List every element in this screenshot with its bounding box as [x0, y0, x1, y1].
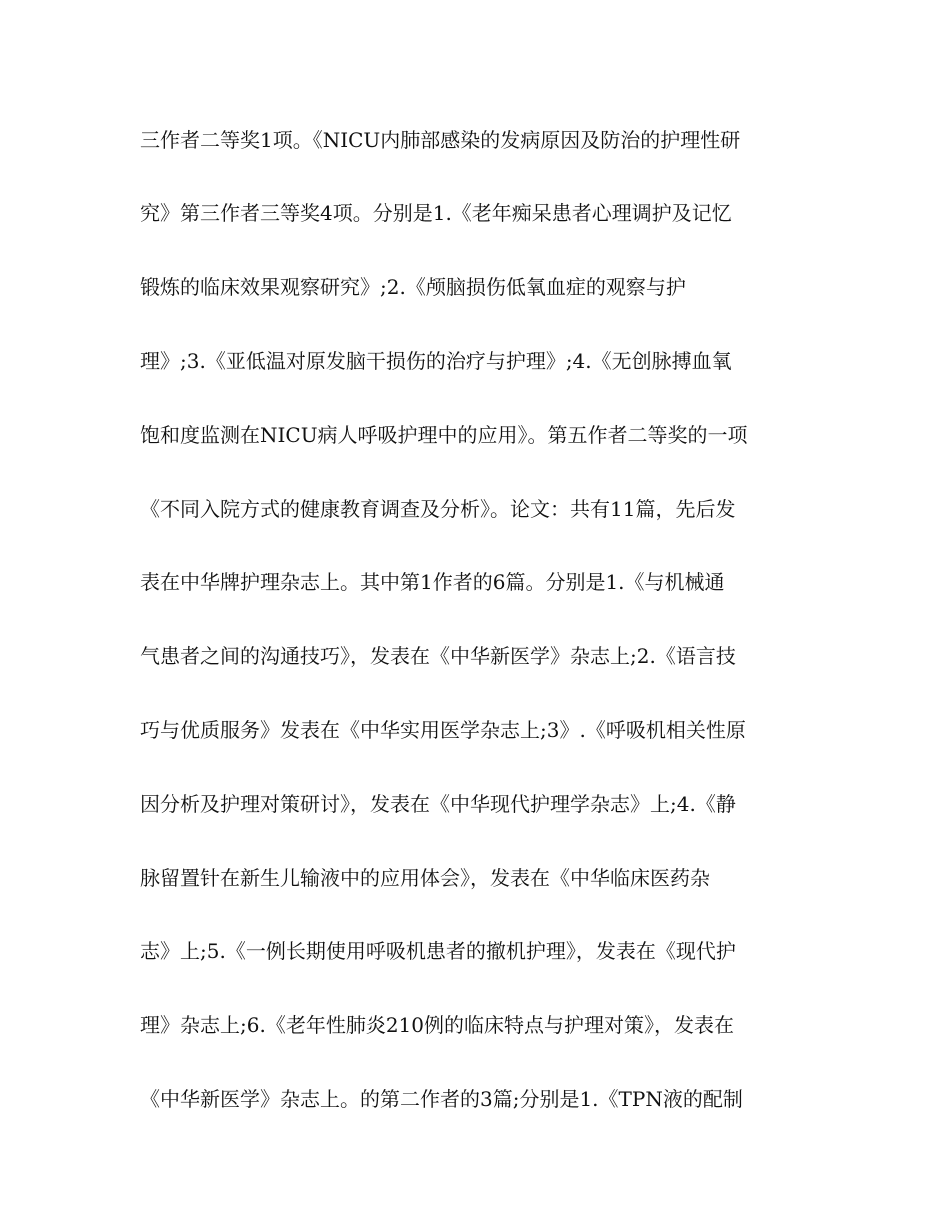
- paragraph-line: 饱和度监测在NICU病人呼吸护理中的应用》。第五作者二等奖的一项: [140, 423, 748, 447]
- paragraph-line: 《中华新医学》杂志上。的第二作者的3篇;分别是1.《TPN液的配制: [140, 1087, 743, 1111]
- paragraph-line: 巧与优质服务》发表在《中华实用医学杂志上;3》.《呼吸机相关性原: [140, 718, 746, 742]
- paragraph-line: 表在中华牌护理杂志上。其中第1作者的6篇。分别是1.《与机械通: [140, 570, 725, 594]
- paragraph-line: 气患者之间的沟通技巧》，发表在《中华新医学》杂志上;2.《语言技: [140, 644, 736, 668]
- paragraph-line: 《不同入院方式的健康教育调查及分析》。论文：共有11篇，先后发: [140, 497, 736, 521]
- paragraph-line: 理》;3.《亚低温对原发脑干损伤的治疗与护理》;4.《无创脉搏血氧: [140, 349, 732, 373]
- paragraph-line: 究》第三作者三等奖4项。分别是1.《老年痴呆患者心理调护及记忆: [140, 201, 732, 225]
- paragraph-line: 三作者二等奖1项。《NICU内肺部感染的发病原因及防治的护理性研: [140, 128, 741, 152]
- paragraph-line: 理》杂志上;6.《老年性肺炎210例的临床特点与护理对策》，发表在: [140, 1013, 734, 1037]
- paragraph-line: 锻炼的临床效果观察研究》;2.《颅脑损伤低氧血症的观察与护: [140, 275, 686, 299]
- paragraph-line: 脉留置针在新生儿输液中的应用体会》，发表在《中华临床医药杂: [140, 866, 710, 890]
- paragraph-line: 因分析及护理对策研讨》，发表在《中华现代护理学杂志》上;4.《静: [140, 792, 736, 816]
- paragraph-line: 志》上;5.《一例长期使用呼吸机患者的撤机护理》，发表在《现代护: [140, 939, 736, 963]
